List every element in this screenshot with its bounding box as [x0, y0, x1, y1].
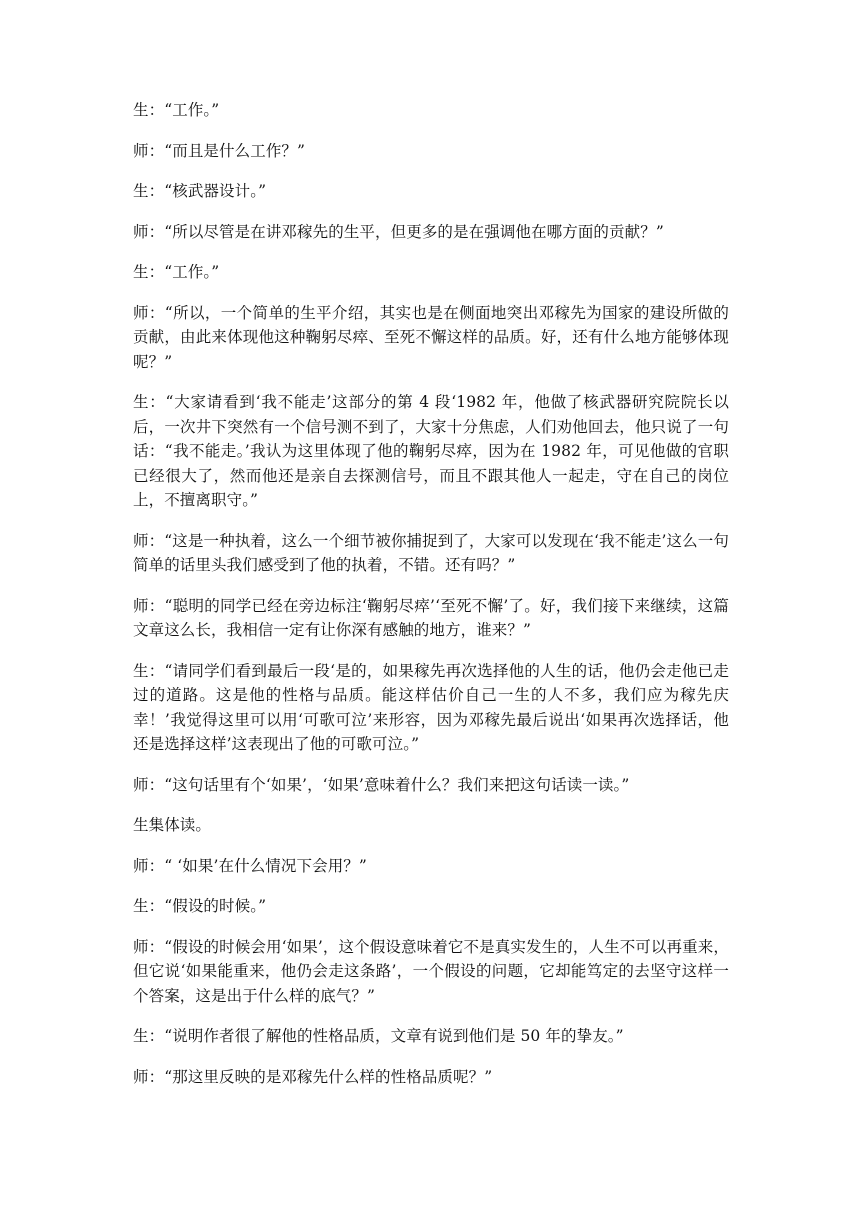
dialogue-paragraph-11: 师：“这句话里有个‘如果’，‘如果’意味着什么？我们来把这句话读一读。” — [133, 775, 630, 794]
dialogue-paragraph-15: 师：“假设的时候会用‘如果’，这个假设意味着它不是真实发生的，人生不可以再重来，但它说‘如果能重来，他仍会走这条路’，一个假设的问题，它却能笃定的去坚守这样一个答案，这是出于什么样的底气？” — [133, 937, 729, 1005]
dialogue-paragraph-7: 生：“大家请看到‘我不能走’这部分的第 4 段‘1982 年，他做了核武器研究院院长以后，一次井下突然有一个信号测不到了，大家十分焦虑，人们劝他回去，他只说了一句话：“我不能走。’我认为这里体现了他的鞠躬尽瘁，因为在 1982 年，可见他做的官职已经很大了，然而他还是亲自去探测信号，而且不跟其他人一起走，守在自己的岗位上，不擅离职守。” — [133, 393, 729, 509]
dialogue-paragraph-6: 师：“所以，一个简单的生平介绍，其实也是在侧面地突出邓稼先为国家的建设所做的贡献，由此来体现他这种鞠躬尽瘁、至死不懈这样的品质。好，还有什么地方能够体现呢？” — [133, 303, 729, 371]
dialogue-paragraph-9: 师：“聪明的同学已经在旁边标注‘鞠躬尽瘁’‘至死不懈’了。好，我们接下来继续，这篇文章这么长，我相信一定有让你深有感触的地方，谁来？” — [133, 596, 729, 639]
dialogue-paragraph-13: 师：“ ‘如果’在什么情况下会用？” — [133, 856, 367, 875]
dialogue-paragraph-1: 生：“工作。” — [133, 101, 220, 119]
dialogue-paragraph-10: 生：“请同学们看到最后一段‘是的，如果稼先再次选择他的人生的话，他仍会走他已走过的道路。这是他的性格与品质。能这样估价自己一生的人不多，我们应为稼先庆幸！’我觉得这里可以用‘可歌可泣’来形容，因为邓稼先最后说出‘如果再次选择话，他还是选择这样’这表现出了他的可歌可泣。” — [133, 661, 729, 753]
dialogue-paragraph-14: 生：“假设的时候。” — [133, 897, 267, 915]
document-body — [133, 98, 729, 1105]
dialogue-paragraph-3: 生：“核武器设计。” — [133, 182, 267, 200]
dialogue-paragraph-4: 师：“所以尽管是在讲邓稼先的生平，但更多的是在强调他在哪方面的贡献？” — [133, 222, 664, 241]
dialogue-paragraph-16: 生：“说明作者很了解他的性格品质，文章有说到他们是 50 年的挚友。” — [133, 1027, 624, 1045]
dialogue-paragraph-12: 生集体读。 — [133, 816, 212, 834]
dialogue-paragraph-17: 师：“那这里反映的是邓稼先什么样的性格品质呢？” — [133, 1067, 493, 1086]
dialogue-paragraph-8: 师：“这是一种执着，这么一个细节被你捕捉到了，大家可以发现在‘我不能走’这么一句简单的话里头我们感受到了他的执着，不错。还有吗？” — [133, 531, 729, 574]
dialogue-paragraph-2: 师：“而且是什么工作？” — [133, 141, 306, 160]
dialogue-paragraph-5: 生：“工作。” — [133, 263, 220, 281]
